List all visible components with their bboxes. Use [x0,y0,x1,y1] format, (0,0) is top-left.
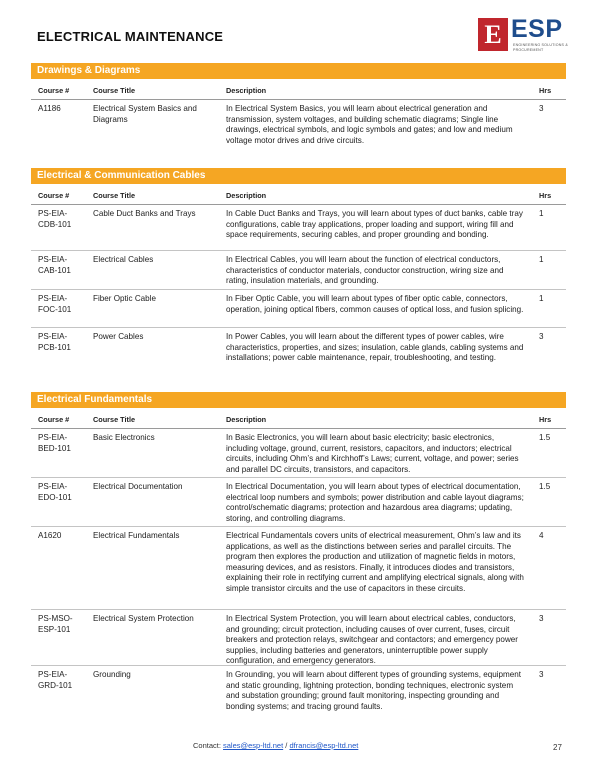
course-description: In Power Cables, you will learn about the different types of power cables, wire characteristics, properties, and sizes; insulation, cable glands, cabling systems and installations; power cable maintenance, repair, troubleshooting, and testing. [226,332,524,362]
course-description: In Cable Duct Banks and Trays, you will learn about types of duct banks, cable tray configurations, cable tray applications, proper loading and support, wiring fill and space requirements, securing cables, and proper grounding and bonding. [226,209,523,239]
section-header: Electrical & Communication Cables [31,168,566,184]
course-title: Basic Electronics [93,433,155,442]
course-hours: 4 [539,531,544,540]
course-hours: 3 [539,104,544,113]
course-row [31,290,566,328]
course-description: In Electrical Documentation, you will learn about types of electrical documentation, electrical loop numbers and symbols; power distribution and cable layout diagrams; control/schematic diagrams; protection and hazardous area diagrams; updating, storing, and controlling diagrams. [226,482,524,523]
course-hours: 3 [539,332,544,341]
col-description: Description [226,191,267,200]
col-course-number: Course # [38,415,70,424]
course-code: A1186 [38,104,61,113]
section-electrical-communication-cables [31,168,566,378]
section-drawings-diagrams [31,63,566,158]
course-title: Cable Duct Banks and Trays [93,209,196,218]
course-code: PS-EIA-BED-101 [38,433,71,453]
email-link-dfrancis[interactable]: dfrancis@esp-ltd.net [289,741,359,750]
col-course-title: Course Title [93,191,136,200]
course-code: A1620 [38,531,62,540]
course-row [31,100,566,158]
course-description: In Fiber Optic Cable, you will learn about types of fiber optic cable, connectors, operation, joining optical fibers, common causes of optical loss, and fusion splicing. [226,294,524,314]
course-row [31,610,566,666]
course-code: PS-EIA-FOC-101 [38,294,72,314]
course-description: Electrical Fundamentals covers units of electrical measurement, Ohm’s law and its applications, as well as the distinctions between series and parallel circuits. The program then explores the production and utilization of magnetic fields in motors, measuring devices, and as resistors. Finally, it introduces diodes and transistors, explaining their role in rectifying current and amplifying electrical signals, along with simple transistor circuits and the use of capacitors in these circuits. [226,531,524,593]
logo-e-mark: E [478,18,508,51]
course-description: In Basic Electronics, you will learn about basic electricity; basic electronics, including voltage, ground, current, resistors, capacitors, and inductors; electrical circuits, including Ohm’s and Kirchhoff’s Laws; current, voltage, and power; series and parallel DC circuits, transistors, and capacitors. [226,433,519,474]
col-hours: Hrs [539,86,552,95]
course-row [31,666,566,716]
col-hours: Hrs [539,415,552,424]
section-header: Electrical Fundamentals [31,392,566,408]
email-link-sales[interactable]: sales@esp-ltd.net [223,741,284,750]
column-header-row [31,184,566,205]
course-title: Electrical System Protection [93,614,194,623]
course-hours: 1 [539,255,544,264]
course-code: PS-EIA-EDO-101 [38,482,72,502]
course-hours: 1 [539,294,544,303]
course-description: In Electrical System Basics, you will learn about electrical generation and transmission, system voltages, and building schematic diagrams; Single line drawings, electrical symbols, and logic symbols and gates; and low and medium voltage motor drives and drive circuits. [226,104,513,145]
section-electrical-fundamentals [31,392,566,716]
email-separator: / [283,741,290,750]
col-course-title: Course Title [93,415,136,424]
col-hours: Hrs [539,191,552,200]
course-row [31,251,566,290]
col-description: Description [226,415,267,424]
course-title: Electrical Fundamentals [93,531,180,540]
course-title: Power Cables [93,332,144,341]
course-hours: 3 [539,614,544,623]
course-row [31,205,566,251]
course-hours: 1 [539,209,544,218]
course-code: PS-EIA-GRD-101 [38,670,73,690]
course-row [31,429,566,478]
col-course-title: Course Title [93,86,136,95]
section-header: Drawings & Diagrams [31,63,566,79]
page-title: ELECTRICAL MAINTENANCE [37,29,224,44]
course-description: In Grounding, you will learn about different types of grounding systems, equipment and static grounding, lightning protection, bonding techniques, electronic system and substation grounding; ground fault monitoring, inspecting grounding and bonding systems; and tracing ground faults. [226,670,521,711]
course-code: PS-EIA-PCB-101 [38,332,71,352]
course-row [31,478,566,527]
contact-label: Contact: [193,741,224,750]
col-course-number: Course # [38,86,70,95]
course-title: Fiber Optic Cable [93,294,156,303]
course-code: PS-EIA-CDB-101 [38,209,72,229]
course-row [31,328,566,378]
logo-wordmark: ESP [511,15,563,43]
esp-logo [478,15,568,58]
col-course-number: Course # [38,191,70,200]
column-header-row [31,408,566,429]
course-hours: 1.5 [539,482,551,491]
course-description: In Electrical System Protection, you will learn about electrical cables, conductors, and grounding; circuit protection, including causes of over current, fuses, circuit breakers and protection relays, switchgear and contactors; and emergency power supplies, including batteries and generators, uninterruptible power supply configuration, and emergency generators. [226,614,518,665]
page-number: 27 [553,743,562,752]
course-title: Electrical System Basics and Diagrams [93,104,197,124]
course-description: In Electrical Cables, you will learn about the function of electrical conductors, characteristics of conductor materials, conductor construction, wiring size and rating, insulation materials, and grounding. [226,255,504,285]
course-title: Electrical Cables [93,255,154,264]
course-code: PS-EIA-CAB-101 [38,255,71,275]
logo-tagline: ENGINEERING SOLUTIONS & PROCUREMENT [513,43,568,52]
course-row [31,527,566,610]
col-description: Description [226,86,267,95]
course-code: PS-MSO-ESP-101 [38,614,73,634]
course-hours: 3 [539,670,544,679]
footer-contact [193,741,358,750]
column-header-row [31,79,566,100]
course-title: Grounding [93,670,131,679]
course-title: Electrical Documentation [93,482,183,491]
course-hours: 1.5 [539,433,551,442]
